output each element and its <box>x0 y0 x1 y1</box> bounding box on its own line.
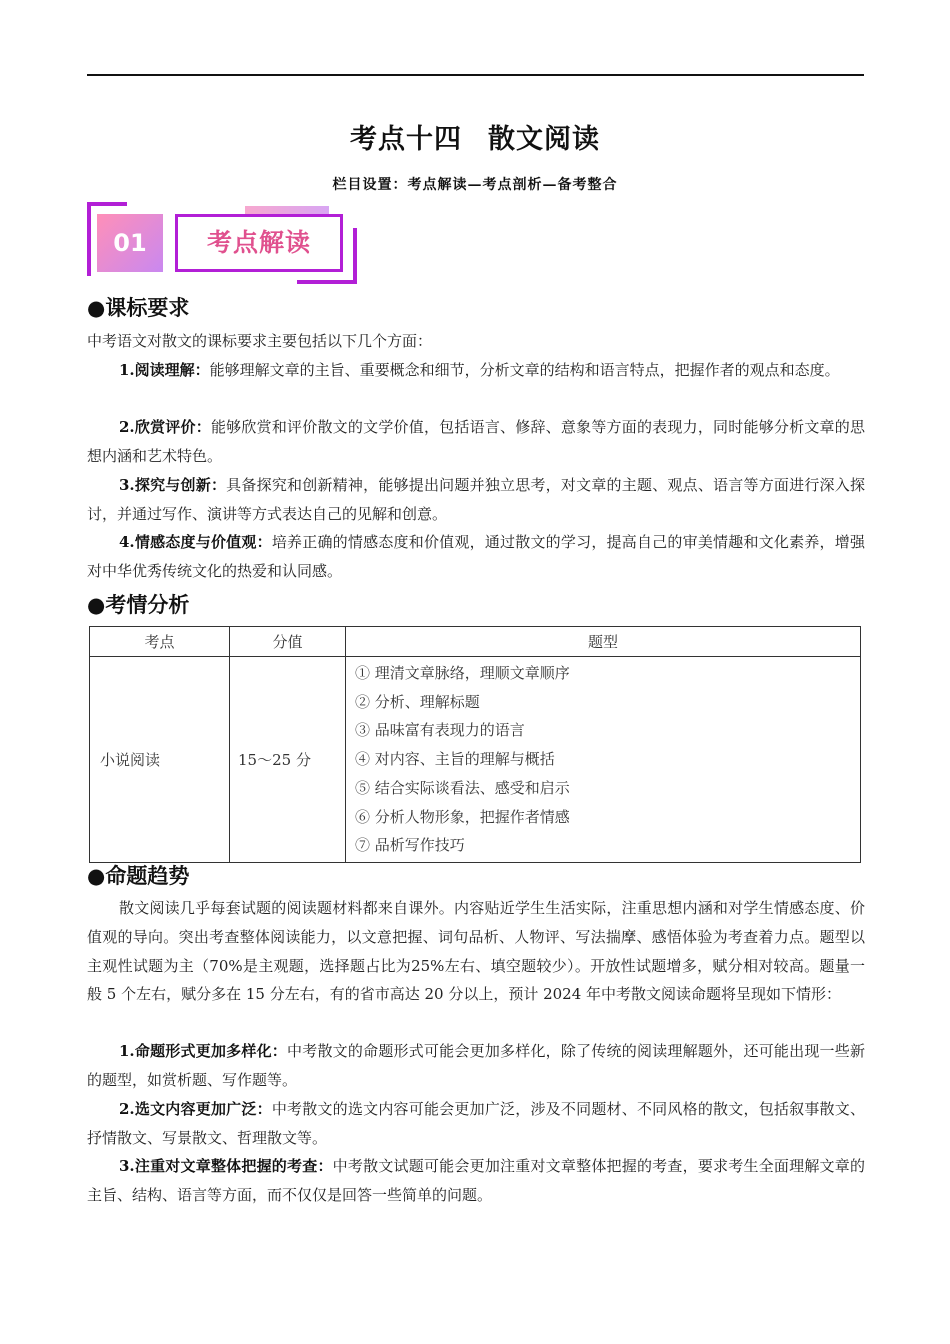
standards-item <box>87 356 865 385</box>
item-label: 2.欣赏评价： <box>119 418 211 436</box>
table-header: 分值 <box>230 627 346 657</box>
item-text: 培养正确的情感态度和价值观，通过散文的学习，提高自己的审美情趣和文化素养，增强对中华优秀传统文化的热爱和认同感。 <box>87 533 865 580</box>
section-heading-analysis: ●考情分析 <box>87 593 190 617</box>
question-type: ⑦ 品析写作技巧 <box>355 836 465 855</box>
top-rule <box>87 74 864 76</box>
title-part2: 散文阅读 <box>488 124 600 155</box>
question-type: ④ 对内容、主旨的理解与概括 <box>355 750 555 769</box>
badge-frame-bottom <box>297 280 357 284</box>
standards-intro: 中考语文对散文的课标要求主要包括以下几个方面： <box>87 332 433 350</box>
item-text: 能够欣赏和评价散文的文学价值，包括语言、修辞、意象等方面的表现力，同时能够分析文章的思想内涵和艺术特色。 <box>87 418 865 465</box>
badge-number: 01 <box>97 214 163 272</box>
question-type: ⑥ 分析人物形象，把握作者情感 <box>355 807 570 826</box>
item-text: 中考散文的选文内容可能会更加广泛，涉及不同题材、不同风格的散文，包括叙事散文、抒情散文、写景散文、哲理散文等。 <box>87 1100 865 1147</box>
item-text: 具备探究和创新精神，能够提出问题并独立思考，对文章的主题、观点、语言等方面进行深入探讨，并通过写作、演讲等方式表达自己的见解和创意。 <box>87 476 865 523</box>
item-label: 3.注重对文章整体把握的考查： <box>119 1157 333 1175</box>
table-header: 题型 <box>346 627 861 657</box>
table-header-row <box>90 627 861 657</box>
table-header: 考点 <box>90 627 230 657</box>
table-row <box>90 657 861 863</box>
page-title <box>0 117 950 156</box>
item-label: 3.探究与创新： <box>119 476 227 494</box>
question-type: ⑤ 结合实际谈看法、感受和启示 <box>355 778 570 797</box>
trends-item <box>87 1095 865 1153</box>
section-heading-standards: ●课标要求 <box>87 296 190 320</box>
cell-types <box>346 657 861 863</box>
question-type: ③ 品味富有表现力的语言 <box>355 721 525 740</box>
item-label: 1.命题形式更加多样化： <box>119 1042 288 1060</box>
trends-item <box>87 1037 865 1095</box>
standards-item <box>87 471 865 529</box>
item-text: 能够理解文章的主旨、重要概念和细节，分析文章的结构和语言特点，把握作者的观点和态度。 <box>209 361 840 379</box>
badge-frame-corner <box>341 228 357 284</box>
item-label: 2.选文内容更加广泛： <box>119 1100 272 1118</box>
cell-point: 小说阅读 <box>90 657 230 863</box>
section-badge <box>87 202 359 286</box>
trends-item <box>87 1152 865 1210</box>
item-text: 中考散文的命题形式可能会更加多样化，除了传统的阅读理解题外，还可能出现一些新的题型，如赏析题、写作题等。 <box>87 1042 865 1089</box>
question-type: ① 理清文章脉络，理顺文章顺序 <box>355 664 570 682</box>
question-type: ② 分析、理解标题 <box>355 692 480 711</box>
cell-score: 15～25 分 <box>230 657 346 863</box>
item-text: 中考散文试题可能会更加注重对文章整体把握的考查，要求考生全面理解文章的主旨、结构、语言等方面，而不仅仅是回答一些简单的问题。 <box>87 1157 865 1204</box>
item-label: 1.阅读理解： <box>119 361 210 379</box>
badge-label: 考点解读 <box>175 214 343 272</box>
standards-item <box>87 413 865 471</box>
item-label: 4.情感态度与价值观： <box>119 533 272 551</box>
badge-frame-top <box>87 202 127 206</box>
standards-item <box>87 528 865 586</box>
page-subtitle: 栏目设置：考点解读—考点剖析—备考整合 <box>332 177 618 193</box>
title-part1: 考点十四 <box>350 124 462 155</box>
trends-intro: 散文阅读几乎每套试题的阅读题材料都来自课外。内容贴近学生生活实际，注重思想内涵和对学生情感态度、价值观的导向。突出考查整体阅读能力，以文意把握、词句品析、人物评、写法揣摩、感悟体验为考查着力点。题型以主观性试题为主（70%是主观题，选择题占比为25%左右、填空题较少）。开放性试题增多，赋分相对较高。题量一般 5 个左右，赋分多在 15 分左右，有的省市高达 20 分以上，预计 2024 年中考散文阅读命题将呈现如下情形： <box>87 899 865 1004</box>
section-heading-trends: ●命题趋势 <box>87 864 190 888</box>
exam-analysis-table <box>89 626 861 863</box>
